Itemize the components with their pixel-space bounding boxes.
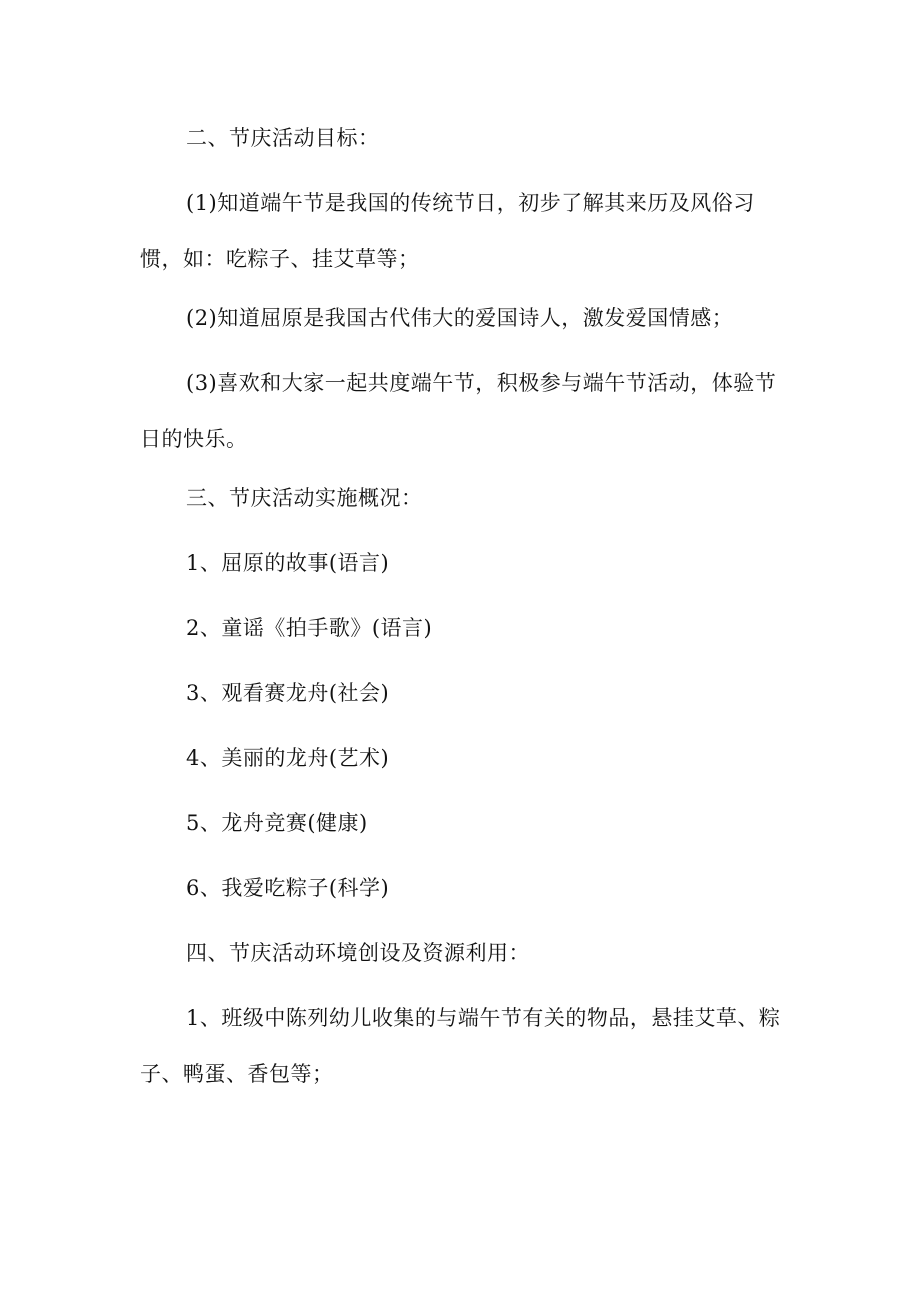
section-heading-implementation: 三、节庆活动实施概况： — [186, 486, 423, 510]
goal-item-3: (3)喜欢和大家一起共度端午节，积极参与端午节活动，体验节日的快乐。 — [140, 371, 777, 451]
goal-item-1: (1)知道端午节是我国的传统节日，初步了解其来历及风俗习惯，如：吃粽子、挂艾草等； — [140, 191, 755, 271]
activity-item-4: 4、美丽的龙舟(艺术) — [186, 746, 390, 770]
activity-item-1: 1、屈原的故事(语言) — [186, 551, 390, 575]
activity-item-3: 3、观看赛龙舟(社会) — [186, 681, 390, 705]
activity-item-6: 6、我爱吃粽子(科学) — [186, 876, 390, 900]
activity-item-2: 2、童谣《拍手歌》(语言) — [186, 616, 433, 640]
activity-item-5: 5、龙舟竞赛(健康) — [186, 811, 368, 835]
section-heading-environment: 四、节庆活动环境创设及资源利用： — [186, 941, 530, 965]
environment-item-1: 1、班级中陈列幼儿收集的与端午节有关的物品，悬挂艾草、粽子、鸭蛋、香包等； — [140, 1006, 781, 1086]
goal-item-2: (2)知道屈原是我国古代伟大的爱国诗人，激发爱国情感； — [186, 306, 734, 330]
section-heading-goals: 二、节庆活动目标： — [186, 126, 380, 150]
